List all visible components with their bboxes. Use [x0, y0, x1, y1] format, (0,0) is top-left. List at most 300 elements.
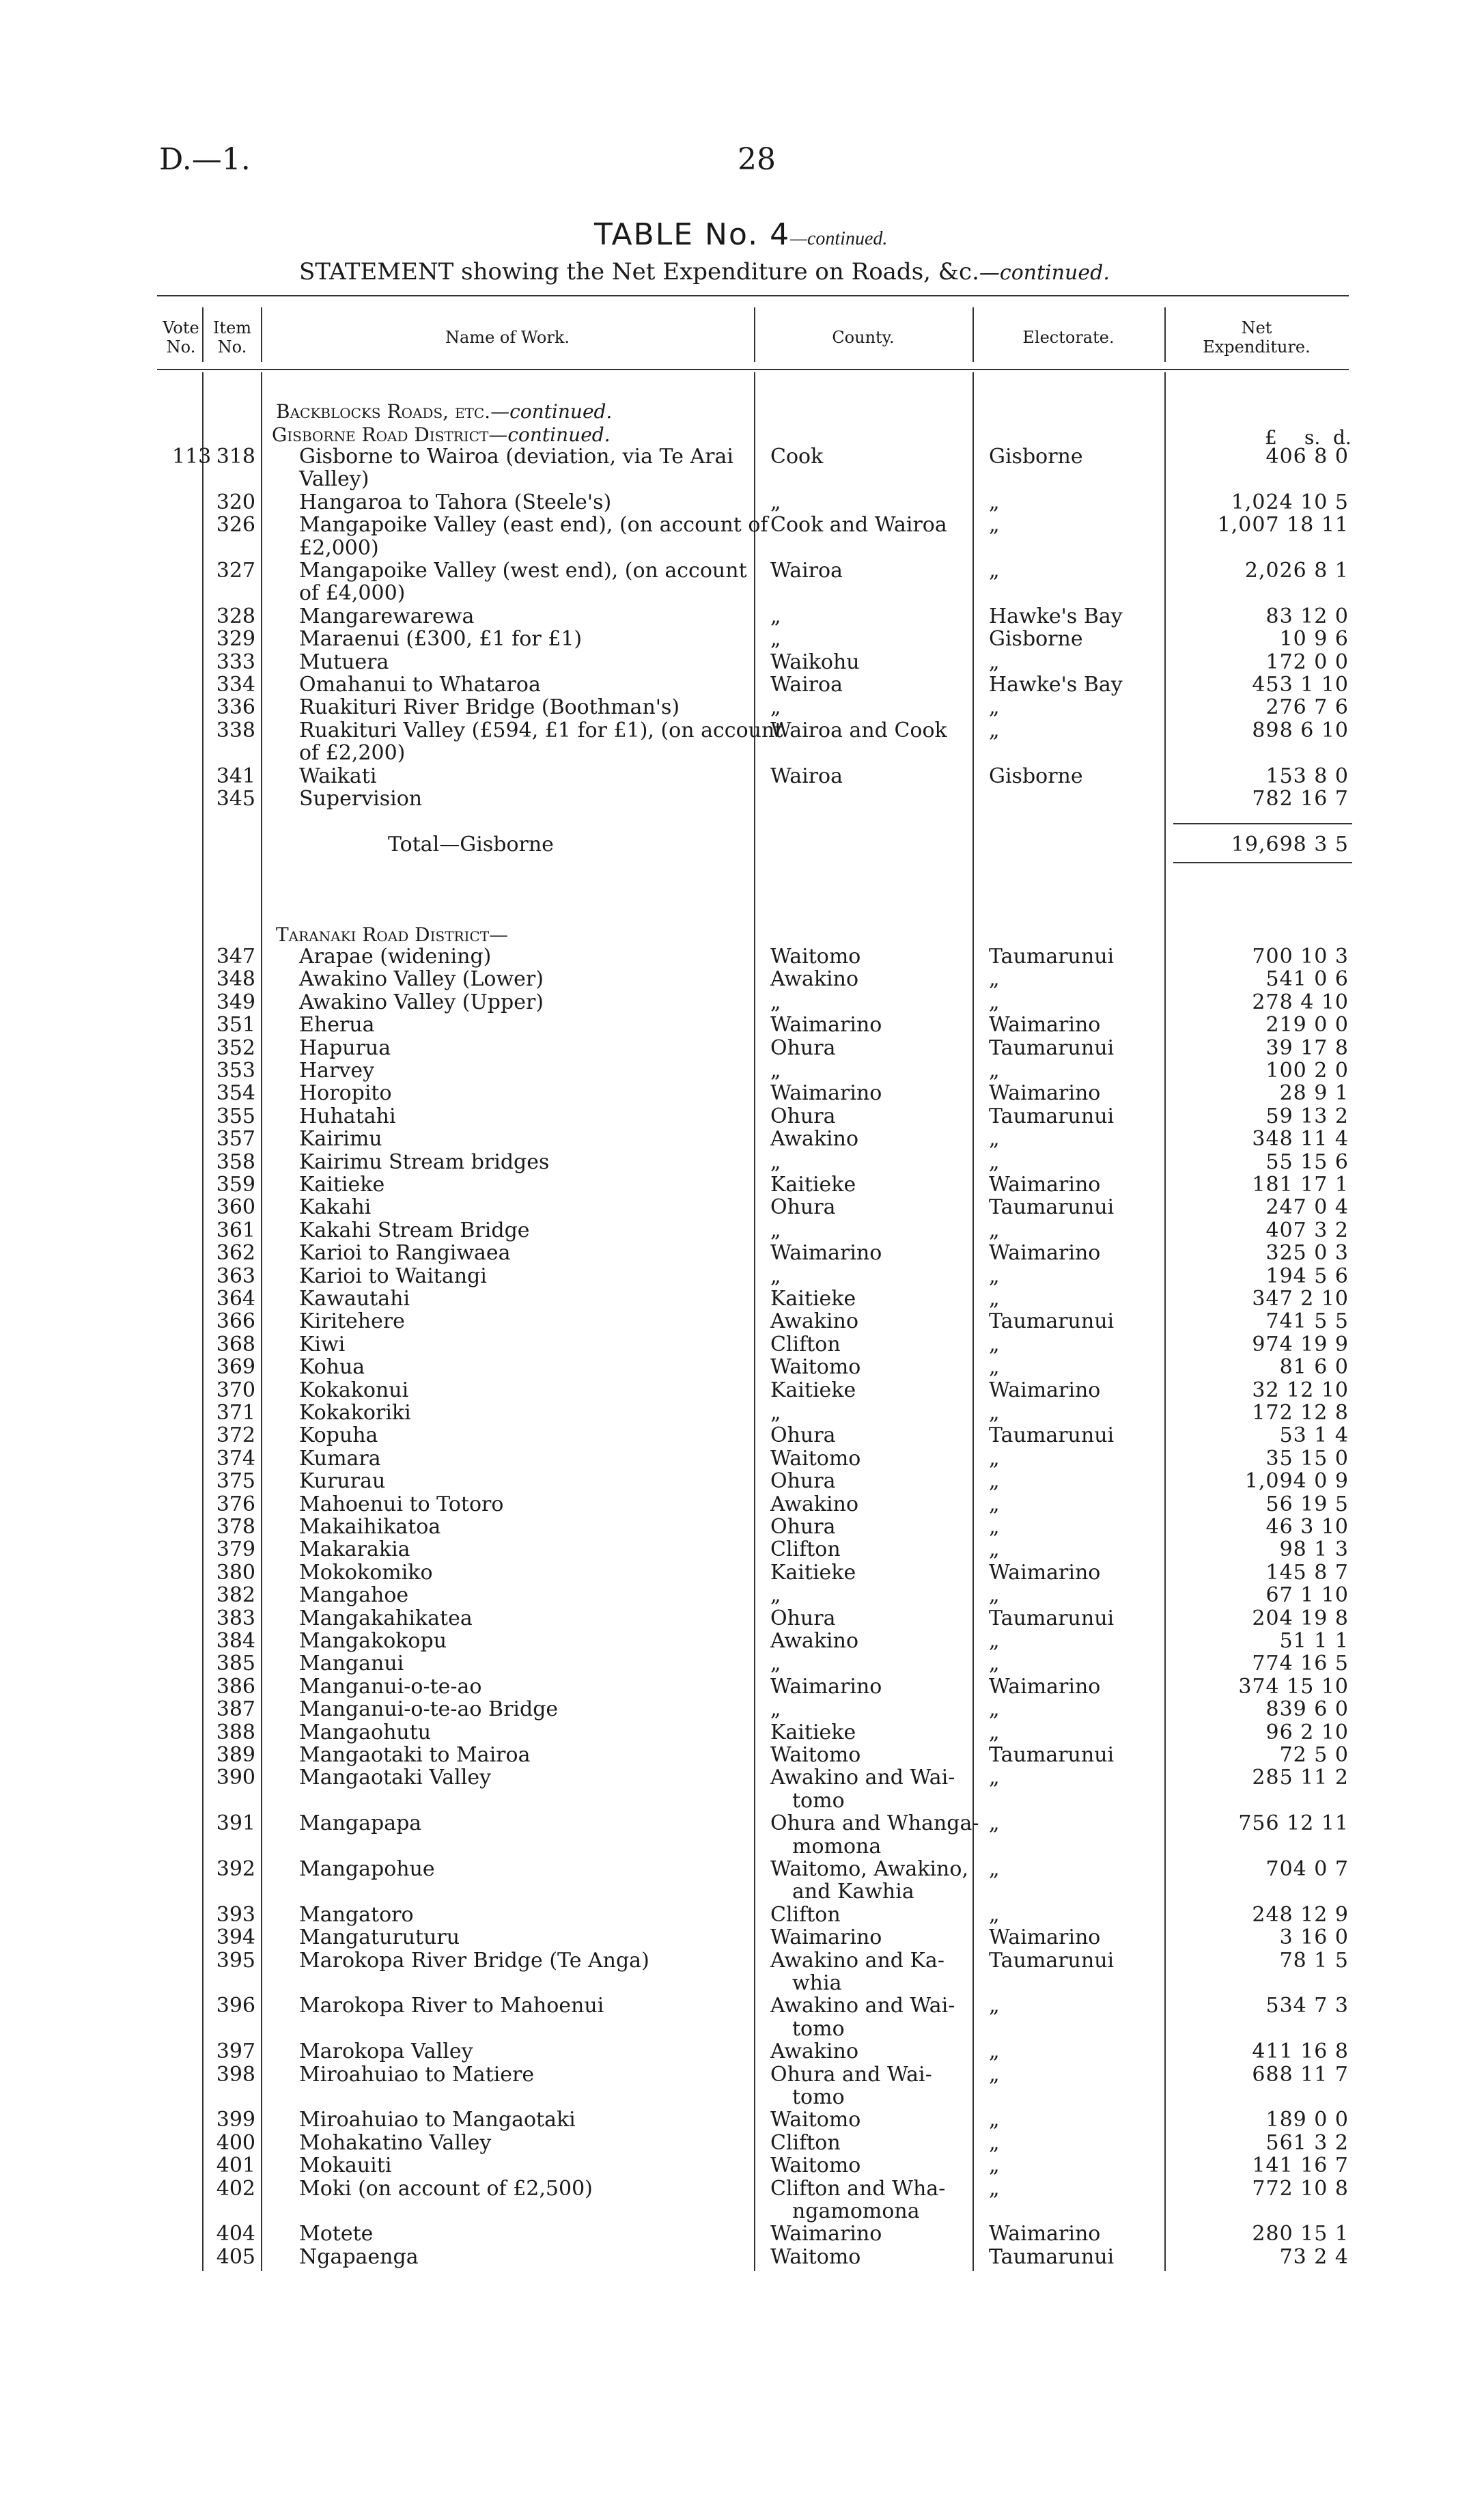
work-name: Makarakia	[299, 1537, 410, 1561]
electorate: „	[989, 2154, 1000, 2177]
work-name: Mutuera	[299, 650, 389, 674]
net-expenditure: 700 10 3	[1252, 945, 1349, 969]
section-taranaki: Taranaki Road District—	[276, 923, 509, 946]
work-name: Mangakahikatea	[299, 1606, 473, 1630]
electorate: „	[989, 1994, 1000, 2018]
net-expenditure: 782 16 7	[1252, 787, 1349, 811]
gisborne-total-row	[0, 833, 1484, 856]
work-name: Kokakoriki	[299, 1401, 411, 1425]
work-name: Ngapaenga	[299, 2245, 419, 2269]
electorate: „	[989, 559, 1000, 583]
county: Wairoa	[770, 673, 843, 697]
county: Waimarino	[770, 2222, 882, 2246]
county: Ohura	[770, 1606, 836, 1630]
county: Wairoa	[770, 764, 843, 788]
electorate: „	[989, 1537, 1000, 1561]
net-expenditure: 411 16 8	[1252, 2039, 1349, 2063]
work-name: Mangahoe	[299, 1583, 409, 1607]
table-row	[0, 491, 1484, 514]
electorate: Taumarunui	[989, 2245, 1115, 2269]
county: Kaitieke	[770, 1378, 856, 1402]
county: Kaitieke	[770, 1287, 856, 1311]
electorate: Waimarino	[989, 1241, 1101, 1265]
county: Awakino	[770, 1629, 859, 1653]
electorate: Waimarino	[989, 1675, 1101, 1699]
work-name: Manganui-o-te-ao Bridge	[299, 1697, 559, 1721]
table-row	[0, 1789, 1484, 1812]
table-row	[0, 2086, 1484, 2108]
work-name: Ruakituri River Bridge (Boothman's)	[299, 695, 680, 719]
county: Waitomo	[770, 2108, 861, 2132]
section-backblocks-suffix: —continued.	[490, 400, 613, 423]
electorate: Taumarunui	[989, 1036, 1115, 1060]
work-name: Eherua	[299, 1013, 375, 1037]
county: „	[770, 1150, 781, 1174]
work-name-continued: Valley)	[299, 467, 369, 491]
work-name: Kururau	[299, 1469, 386, 1493]
county: „	[770, 1697, 781, 1721]
table-row	[0, 1561, 1484, 1584]
work-name: Marokopa River Bridge (Te Anga)	[299, 1949, 649, 1973]
net-expenditure: 100 2 0	[1265, 1059, 1349, 1083]
item-number: 383	[216, 1606, 255, 1630]
electorate: Waimarino	[989, 1561, 1101, 1585]
net-expenditure: 153 8 0	[1265, 764, 1349, 788]
column-header-vote	[158, 318, 204, 357]
county: Ohura	[770, 1515, 836, 1539]
table-row	[0, 788, 1484, 810]
column-header-name: Name of Work.	[445, 328, 570, 347]
county-continued: ngamomona	[792, 2199, 920, 2223]
item-number: 341	[216, 764, 255, 788]
section-gisborne-label: Gisborne Road District	[272, 423, 489, 446]
work-name: Manganui	[299, 1652, 404, 1675]
item-number: 391	[216, 1811, 255, 1835]
gisborne-total-label: Total—Gisborne	[388, 833, 554, 856]
county: „	[770, 490, 781, 514]
item-number: 405	[216, 2245, 255, 2269]
county-continued: tomo	[792, 1789, 845, 1813]
electorate: Gisborne	[989, 627, 1083, 651]
work-name: Mangaotaki Valley	[299, 1766, 492, 1789]
county: Kaitieke	[770, 1721, 856, 1744]
item-number: 397	[216, 2039, 255, 2063]
electorate: „	[989, 1652, 1000, 1675]
table-row	[0, 2040, 1484, 2063]
table-row	[0, 1151, 1484, 1173]
work-name: Mahoenui to Totoro	[299, 1492, 504, 1516]
county-continued: tomo	[792, 2085, 845, 2109]
item-number: 333	[216, 650, 255, 674]
table-row	[0, 968, 1484, 990]
net-expenditure: 280 15 1	[1252, 2222, 1349, 2246]
work-name: Kokakonui	[299, 1378, 409, 1402]
table-row	[0, 651, 1484, 673]
work-name: Moki (on account of £2,500)	[299, 2177, 593, 2201]
net-expenditure: 704 0 7	[1265, 1857, 1349, 1881]
table-title-main: TABLE No. 4	[594, 217, 791, 252]
item-number: 370	[216, 1378, 255, 1402]
item-number: 376	[216, 1492, 255, 1516]
electorate: Taumarunui	[989, 1949, 1115, 1973]
net-expenditure: 55 15 6	[1265, 1150, 1349, 1174]
item-number: 351	[216, 1013, 255, 1037]
work-name: Kopuha	[299, 1423, 378, 1447]
section-backblocks	[276, 400, 612, 423]
net-expenditure: 347 2 10	[1252, 1287, 1349, 1311]
net-expenditure: 141 16 7	[1252, 2154, 1349, 2177]
table-row	[0, 719, 1484, 742]
table-row	[0, 2154, 1484, 2177]
county: „	[770, 1652, 781, 1675]
table-row	[0, 1242, 1484, 1264]
table-row	[0, 1675, 1484, 1698]
column-header-expenditure	[1164, 318, 1349, 357]
item-number: 318	[216, 445, 255, 469]
net-expenditure: 73 2 4	[1279, 2245, 1349, 2269]
item-number: 384	[216, 1629, 255, 1653]
electorate: Waimarino	[989, 1378, 1101, 1402]
county: „	[770, 1218, 781, 1242]
county: Awakino	[770, 1492, 859, 1516]
item-number: 366	[216, 1309, 255, 1333]
item-number: 396	[216, 1994, 255, 2018]
electorate: „	[989, 490, 1000, 514]
electorate: Taumarunui	[989, 1309, 1115, 1333]
table-row	[0, 468, 1484, 490]
county: Clifton	[770, 1903, 841, 1927]
item-number: 328	[216, 604, 255, 628]
work-name: Awakino Valley (Upper)	[299, 990, 544, 1014]
county: Waitomo	[770, 945, 861, 969]
net-expenditure: 1,007 18 11	[1217, 513, 1349, 537]
county: Waitomo	[770, 2154, 861, 2177]
net-expenditure: 189 0 0	[1265, 2108, 1349, 2132]
table-row	[0, 1994, 1484, 2017]
work-name: Mangatoro	[299, 1903, 414, 1927]
county: Ohura	[770, 1036, 836, 1060]
electorate: „	[989, 2063, 1000, 2087]
item-number: 349	[216, 990, 255, 1014]
statement-suffix: —continued.	[979, 261, 1110, 285]
table-row	[0, 1265, 1484, 1287]
item-number: 334	[216, 673, 255, 697]
work-name: Kairimu	[299, 1127, 382, 1151]
electorate: „	[989, 2177, 1000, 2201]
work-name: Marokopa River to Mahoenui	[299, 1994, 604, 2018]
electorate: „	[989, 1766, 1000, 1789]
item-number: 404	[216, 2222, 255, 2246]
work-name: Miroahuiao to Mangaotaki	[299, 2108, 576, 2132]
electorate: „	[989, 2131, 1000, 2155]
county: Waimarino	[770, 1675, 882, 1699]
electorate: Waimarino	[989, 1925, 1101, 1949]
item-number: 347	[216, 945, 255, 969]
item-number: 363	[216, 1264, 255, 1288]
net-expenditure: 96 2 10	[1265, 1721, 1349, 1744]
work-name: Karioi to Waitangi	[299, 1264, 487, 1288]
county: Clifton	[770, 1537, 841, 1561]
item-number: 388	[216, 1721, 255, 1744]
work-name: Kairimu Stream bridges	[299, 1150, 550, 1174]
electorate: „	[989, 1059, 1000, 1083]
item-number: 348	[216, 967, 255, 991]
work-name: Hapurua	[299, 1036, 391, 1060]
county: Waitomo	[770, 1355, 861, 1379]
table-row	[0, 1287, 1484, 1310]
electorate: „	[989, 1264, 1000, 1288]
item-number: 395	[216, 1949, 255, 1973]
table-row	[0, 1744, 1484, 1766]
work-name: Kiwi	[299, 1333, 346, 1356]
table-row	[0, 1926, 1484, 1949]
table-row	[0, 1721, 1484, 1744]
county: Awakino	[770, 2039, 859, 2063]
county: Cook and Wairoa	[770, 513, 947, 537]
section-backblocks-label: Backblocks Roads, etc.	[276, 400, 491, 423]
table-row	[0, 1698, 1484, 1721]
table-row	[0, 1196, 1484, 1218]
work-name: Kaitieke	[299, 1173, 385, 1197]
work-name-continued: of £2,200)	[299, 741, 406, 765]
electorate: „	[989, 1447, 1000, 1471]
county: Waimarino	[770, 1925, 882, 1949]
item-number: 398	[216, 2063, 255, 2087]
net-expenditure: 276 7 6	[1265, 695, 1349, 719]
electorate: „	[989, 967, 1000, 991]
electorate: „	[989, 2108, 1000, 2132]
county: „	[770, 990, 781, 1014]
net-expenditure: 453 1 10	[1252, 673, 1349, 697]
table-row	[0, 1219, 1484, 1242]
electorate: Gisborne	[989, 445, 1083, 469]
electorate: Gisborne	[989, 764, 1083, 788]
item-number: 369	[216, 1355, 255, 1379]
electorate: Taumarunui	[989, 1104, 1115, 1128]
electorate: „	[989, 1697, 1000, 1721]
table-row	[0, 2177, 1484, 2200]
electorate: „	[989, 1721, 1000, 1744]
table-row	[0, 742, 1484, 764]
county: Waitomo	[770, 1447, 861, 1471]
gisborne-total-value: 19,698 3 5	[1231, 833, 1349, 856]
net-expenditure: 278 4 10	[1252, 990, 1349, 1014]
electorate: „	[989, 1150, 1000, 1174]
net-expenditure: 374 15 10	[1238, 1675, 1349, 1699]
table-row	[0, 991, 1484, 1014]
table-row	[0, 1904, 1484, 1926]
table-row	[0, 514, 1484, 536]
item-number: 320	[216, 490, 255, 514]
net-expenditure: 325 0 3	[1265, 1241, 1349, 1265]
vote-header-l1: Vote	[163, 318, 199, 337]
electorate: „	[989, 1218, 1000, 1242]
electorate: „	[989, 1903, 1000, 1927]
item-number: 401	[216, 2154, 255, 2177]
county: „	[770, 627, 781, 651]
net-expenditure: 348 11 4	[1252, 1127, 1349, 1151]
table-row	[0, 1516, 1484, 1538]
work-name: Horopito	[299, 1081, 392, 1105]
net-expenditure: 10 9 6	[1279, 627, 1349, 651]
net-expenditure: 181 17 1	[1252, 1173, 1349, 1197]
unit-pence: d.	[1333, 426, 1352, 449]
county: Waimarino	[770, 1013, 882, 1037]
net-expenditure: 81 6 0	[1279, 1355, 1349, 1379]
county: Awakino and Ka-	[770, 1949, 944, 1973]
item-header-l1: Item	[212, 318, 252, 337]
county: Kaitieke	[770, 1561, 856, 1585]
electorate: Waimarino	[989, 1081, 1101, 1105]
column-header-electorate: Electorate.	[1022, 328, 1115, 347]
net-expenditure: 59 13 2	[1265, 1104, 1349, 1128]
county: „	[770, 1401, 781, 1425]
total-rule-bottom	[1173, 862, 1352, 863]
electorate: Waimarino	[989, 2222, 1101, 2246]
net-expenditure: 248 12 9	[1252, 1903, 1349, 1927]
county: Wairoa	[770, 559, 843, 583]
item-header-l2: No.	[217, 337, 247, 357]
item-number: 375	[216, 1469, 255, 1493]
county-continued: tomo	[792, 2017, 845, 2041]
item-number: 360	[216, 1195, 255, 1219]
county: „	[770, 604, 781, 628]
table-row	[0, 2018, 1484, 2040]
county-continued: whia	[792, 1971, 842, 1995]
work-name: Maraenui (£300, £1 for £1)	[299, 627, 583, 651]
net-expenditure: 172 12 8	[1252, 1401, 1349, 1425]
table-row	[0, 1949, 1484, 1972]
county: Waimarino	[770, 1081, 882, 1105]
table-row	[0, 1356, 1484, 1378]
item-number: 354	[216, 1081, 255, 1105]
exp-header-l2: Expenditure.	[1203, 337, 1311, 357]
county: „	[770, 695, 781, 719]
item-number: 394	[216, 1925, 255, 1949]
table-row	[0, 1812, 1484, 1835]
table-row	[0, 765, 1484, 788]
county: Waitomo	[770, 1743, 861, 1767]
net-expenditure: 172 0 0	[1265, 650, 1349, 674]
work-name: Mangapoike Valley (east end), (on account of	[299, 513, 768, 537]
work-name: Kiritehere	[299, 1309, 405, 1333]
net-expenditure: 98 1 3	[1279, 1537, 1349, 1561]
electorate: „	[989, 1401, 1000, 1425]
county: „	[770, 1059, 781, 1083]
net-expenditure: 774 16 5	[1252, 1652, 1349, 1675]
work-name: Kumara	[299, 1447, 381, 1471]
table-row	[0, 696, 1484, 719]
net-expenditure: 407 3 2	[1265, 1218, 1349, 1242]
net-expenditure: 72 5 0	[1279, 1743, 1349, 1767]
item-number: 327	[216, 559, 255, 583]
table-row	[0, 1128, 1484, 1150]
electorate: Hawke's Bay	[989, 604, 1123, 628]
electorate: „	[989, 1333, 1000, 1356]
header-bottom-rule	[157, 369, 1349, 370]
net-expenditure: 247 0 4	[1265, 1195, 1349, 1219]
table-row	[0, 1037, 1484, 1059]
work-name: Supervision	[299, 787, 423, 811]
table-row	[0, 1972, 1484, 1994]
item-number: 326	[216, 513, 255, 537]
page-number: 28	[738, 142, 776, 177]
section-gisborne-suffix: —continued.	[488, 423, 611, 446]
net-expenditure: 772 10 8	[1252, 2177, 1349, 2201]
electorate: Hawke's Bay	[989, 673, 1123, 697]
item-number: 400	[216, 2131, 255, 2155]
item-number: 329	[216, 627, 255, 651]
county: Awakino	[770, 1309, 859, 1333]
work-name: Ruakituri Valley (£594, £1 for £1), (on account	[299, 719, 783, 742]
electorate: „	[989, 1583, 1000, 1607]
column-header-county: County.	[832, 328, 895, 347]
item-number: 336	[216, 695, 255, 719]
work-name: Mangakokopu	[299, 1629, 447, 1653]
county: Kaitieke	[770, 1173, 856, 1197]
item-number: 371	[216, 1401, 255, 1425]
net-expenditure: 204 19 8	[1252, 1606, 1349, 1630]
table-row	[0, 2223, 1484, 2245]
vote-number: 113	[172, 445, 212, 469]
work-name-continued: of £4,000)	[299, 581, 406, 605]
electorate: „	[989, 1515, 1000, 1539]
county: Ohura	[770, 1104, 836, 1128]
electorate: Taumarunui	[989, 1195, 1115, 1219]
net-expenditure: 67 1 10	[1265, 1583, 1349, 1607]
work-name: Mokauiti	[299, 2154, 392, 2177]
table-row	[0, 2200, 1484, 2223]
work-name: Makaihikatoa	[299, 1515, 441, 1539]
item-number: 368	[216, 1333, 255, 1356]
electorate: Waimarino	[989, 1013, 1101, 1037]
electorate: „	[989, 1492, 1000, 1516]
electorate: Waimarino	[989, 1173, 1101, 1197]
work-name: Harvey	[299, 1059, 375, 1083]
electorate: Taumarunui	[989, 1423, 1115, 1447]
page-reference: D.—1.	[159, 142, 251, 177]
table-row	[0, 2132, 1484, 2154]
total-rule-top	[1173, 823, 1352, 824]
table-row	[0, 1082, 1484, 1104]
item-number: 385	[216, 1652, 255, 1675]
table-row	[0, 582, 1484, 604]
item-number: 345	[216, 787, 255, 811]
work-name: Mangapoike Valley (west end), (on account	[299, 559, 747, 583]
county: „	[770, 1583, 781, 1607]
net-expenditure: 219 0 0	[1265, 1013, 1349, 1037]
county: Clifton	[770, 2131, 841, 2155]
item-number: 362	[216, 1241, 255, 1265]
table-row	[0, 1447, 1484, 1470]
county: Ohura and Wai-	[770, 2063, 932, 2087]
work-name: Huhatahi	[299, 1104, 396, 1128]
work-name: Mangapohue	[299, 1857, 435, 1881]
county: Awakino	[770, 1127, 859, 1151]
table-row	[0, 1014, 1484, 1036]
county: Clifton	[770, 1333, 841, 1356]
work-name: Karioi to Rangiwaea	[299, 1241, 511, 1265]
net-expenditure: 78 1 5	[1279, 1949, 1349, 1973]
item-number: 379	[216, 1537, 255, 1561]
electorate: „	[989, 513, 1000, 537]
item-number: 361	[216, 1218, 255, 1242]
table-row	[0, 1402, 1484, 1424]
work-name: Miroahuiao to Matiere	[299, 2063, 535, 2087]
item-number: 364	[216, 1287, 255, 1311]
net-expenditure: 194 5 6	[1265, 1264, 1349, 1288]
county: Waikohu	[770, 650, 860, 674]
